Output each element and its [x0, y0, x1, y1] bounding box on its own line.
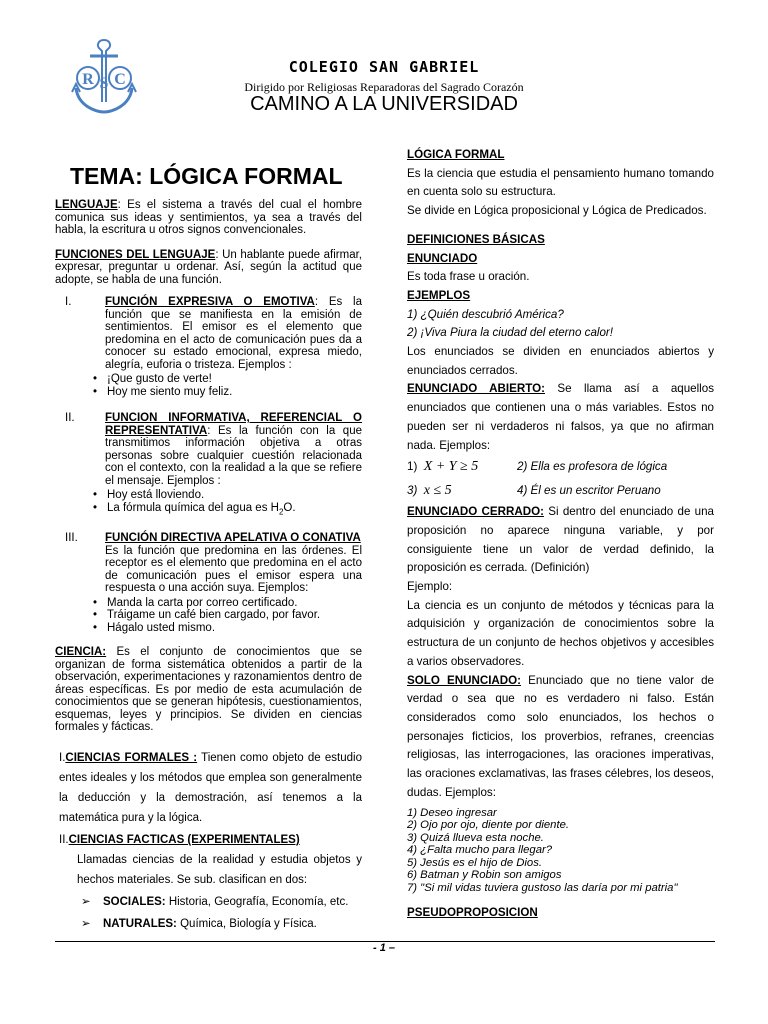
list-item: • Manda la carta por correo certificado.: [107, 597, 362, 610]
ejemplo-label: Ejemplo:: [407, 580, 453, 594]
enunciado-text: Es toda frase u oración.: [407, 270, 530, 284]
enunciado-title: ENUNCIADO: [407, 251, 478, 265]
list-item: ➢ NATURALES: Química, Biología y Física.: [59, 914, 362, 934]
ciencia-text: Es el conjunto de conocimientos que se organizan de forma sistemática obtenidos a partir de la observación, experimentaciones y razonamientos dentro de áreas específicas. Es por medio de esta acumulación de conocimientos que se generan hipótesis, cuestionamientos, esquemas, leyes y principios. Se dividen en ciencias formales y fácticas.: [55, 646, 362, 734]
solo-paragraph: [407, 672, 714, 803]
function-title: FUNCIÓN DIRECTIVA APELATIVA O CONATIVA: [105, 532, 361, 545]
ciencias-facticas: [55, 830, 362, 934]
ciencia-paragraph: [55, 646, 362, 734]
school-name: COLEGIO SAN GABRIEL: [288, 58, 480, 76]
function-item-1: [55, 296, 362, 371]
funciones-label: FUNCIONES DEL LENGUAJE: [55, 248, 216, 261]
function-2-examples: [55, 489, 362, 518]
left-column: [55, 199, 362, 934]
ciencia-example: La ciencia es un conjunto de métodos y técnicas para la adquisición y organización de conocimientos sobre la estructura de un conjunto de hechos objetivos y accesibles a varios observadores.: [407, 598, 714, 668]
function-title: FUNCION INFORMATIVA, REFERENCIAL O REPRESENTATIVA: [105, 412, 362, 437]
funciones-paragraph: [55, 249, 362, 287]
arrow-bullet-icon: ➢: [81, 895, 91, 908]
abierto-examples-row-2: 3) x ≤ 5 4) Él es un escritor Peruano: [407, 479, 714, 503]
logica-formal-title: LÓGICA FORMAL: [407, 148, 505, 161]
cfa-number: II.: [59, 833, 69, 846]
abierto-examples-row-1: 1) X + Y ≥ 5 2) Ella es profesora de lógica: [407, 455, 714, 479]
cfa-text: Llamadas ciencias de la realidad y estudia objetos y hechos materiales. Se sub. clasifican en dos:: [77, 853, 362, 886]
pseudoproposicion-title: PSEUDOPROPOSICION: [407, 906, 538, 919]
function-text: : Es la función con la que transmitimos información objetiva a otras personas sobre cualquier cuestión relacionada con el contexto, con la realidad a la que se refiere el mensaje. Ejemplos :: [105, 424, 362, 487]
cerrado-label: ENUNCIADO CERRADO:: [407, 505, 544, 519]
list-item: 2) ¡Viva Piura la ciudad del eterno calor!: [407, 326, 614, 340]
logica-formal-text: Es la ciencia que estudia el pensamiento humano tomando en cuenta solo su estructura.: [407, 166, 714, 199]
division-text: Los enunciados se dividen en enunciados abiertos y enunciados cerrados.: [407, 345, 714, 377]
svg-text:R: R: [82, 71, 94, 88]
list-item: • Hágalo usted mismo.: [107, 622, 362, 635]
right-column: [407, 146, 714, 923]
page-number: - 1 –: [372, 942, 395, 954]
math-expression: X + Y ≥ 5: [423, 459, 479, 475]
list-item: • Hoy está lloviendo.: [107, 489, 362, 502]
math-expression: x ≤ 5: [423, 483, 452, 499]
svg-text:S: S: [99, 75, 109, 92]
function-title: FUNCIÓN EXPRESIVA O EMOTIVA: [105, 296, 315, 308]
function-text: : Es la función que se manifiesta en la emisión de sentimientos. El emisor es el elemento que predomina en el acto de comunicación pues da a conocer su estado emocional, expresa miedo, alegría, euforia o tristeza. Ejemplos :: [105, 296, 362, 371]
logica-formal-division: Se divide en Lógica proposicional y Lógica de Predicados.: [407, 204, 707, 218]
list-item: • Hoy me siento muy feliz.: [107, 386, 362, 399]
list-item: 7) "Si mil vidas tuviera gustoso las daría por mi patria": [407, 881, 678, 894]
abierto-paragraph: [407, 380, 714, 455]
funciones-text: : Un hablante puede afirmar, expresar, preguntar u ordenar. Así, según la actitud que adopte, se habla de una función.: [55, 248, 362, 286]
ciencias-formales: [55, 748, 362, 828]
page-title: TEMA: LÓGICA FORMAL: [70, 163, 343, 189]
lenguaje-label: LENGUAJE: [55, 199, 118, 211]
list-item: 1) ¿Quién descubrió América?: [407, 307, 564, 321]
abierto-text: Se llama así a aquellos enunciados que contienen una o más variables. Estos no pueden ser ni verdaderos ni falsos, ya que no afirman nada. Ejemplos:: [407, 382, 715, 452]
definiciones-title: DEFINICIONES BÁSICAS: [407, 232, 545, 246]
list-item: 6) Batman y Robin son amigos: [407, 869, 562, 881]
svg-text:C: C: [114, 71, 126, 88]
ejemplos-title: EJEMPLOS: [407, 288, 471, 302]
function-number: III.: [65, 532, 78, 545]
list-item: ➢ SOCIALES: Historia, Geografía, Economía, etc.: [59, 892, 362, 912]
cfa-title: CIENCIAS FACTICAS (EXPERIMENTALES): [68, 833, 300, 846]
cerrado-text: Si dentro del enunciado de una proposición no aparece ninguna variable, y por consiguiente tiene un valor de verdad definido, la proposición es cerrada. (Definición): [407, 505, 715, 575]
list-item: 2) Ojo por ojo, diente por diente.: [407, 819, 570, 831]
list-item: 1) Deseo ingresar: [407, 806, 497, 819]
list-item: 5) Jesús es el hijo de Dios.: [407, 856, 543, 869]
school-subtitle: Dirigido por Religiosas Reparadoras del Sagrado Corazón: [244, 80, 524, 94]
function-number: II.: [65, 412, 75, 424]
solo-label: SOLO ENUNCIADO:: [407, 673, 522, 687]
arrow-bullet-icon: ➢: [81, 917, 91, 930]
solo-examples: [407, 807, 714, 895]
cerrado-paragraph: [407, 503, 714, 578]
list-item: 2) Ella es profesora de lógica: [517, 460, 668, 474]
function-number: I.: [65, 296, 72, 308]
ciencia-label: CIENCIA:: [55, 646, 107, 659]
function-3-examples: [55, 597, 362, 635]
list-item: • Tráigame un café bien cargado, por favor.: [107, 609, 362, 622]
lenguaje-paragraph: [55, 199, 362, 237]
list-item: 4) Él es un escritor Peruano: [517, 484, 661, 498]
list-item: 4) ¿Falta mucho para llegar?: [407, 844, 553, 856]
function-item-2: [55, 412, 362, 487]
list-item: • ¡Que gusto de verte!: [107, 373, 362, 386]
function-text: Es la función que predomina en las órdenes. El receptor es el elemento que predomina en el acto de comunicación pues el emisor espera una respuesta o una acción suya. Ejemplos:: [105, 544, 362, 595]
list-item: 3) Quizá llueva esta noche.: [407, 831, 544, 844]
solo-text: Enunciado que no tiene valor de verdad o sea que no es verdadero ni falso. Están considerados como solo enunciados, los hechos o personajes ficticios, los proverbios, refranes, creencias religiosas, las interrogaciones, las oraciones imperativas, las oraciones exclamativas, las frases célebres, los deseos, dudas. Ejemplos:: [407, 673, 714, 799]
function-item-3: [55, 532, 362, 595]
lenguaje-text: : Es el sistema a través del cual el hombre comunica sus ideas y sentimientos, ya sea a través del habla, la escritura u otros signos convencionales.: [55, 199, 362, 236]
cf-number: I.: [59, 751, 66, 764]
cf-text: Tienen como objeto de estudio entes ideales y los métodos que emplea son generalmente la deducción y la demostración, así tenemos a la matemática pura y la lógica.: [59, 751, 362, 824]
function-1-examples: [55, 373, 362, 398]
list-item: • La fórmula química del agua es $H_2O$.: [107, 502, 362, 519]
abierto-label: ENUNCIADO ABIERTO:: [407, 382, 546, 396]
cf-title: CIENCIAS FORMALES :: [65, 751, 198, 764]
program-title: CAMINO A LA UNIVERSIDAD: [250, 93, 518, 115]
